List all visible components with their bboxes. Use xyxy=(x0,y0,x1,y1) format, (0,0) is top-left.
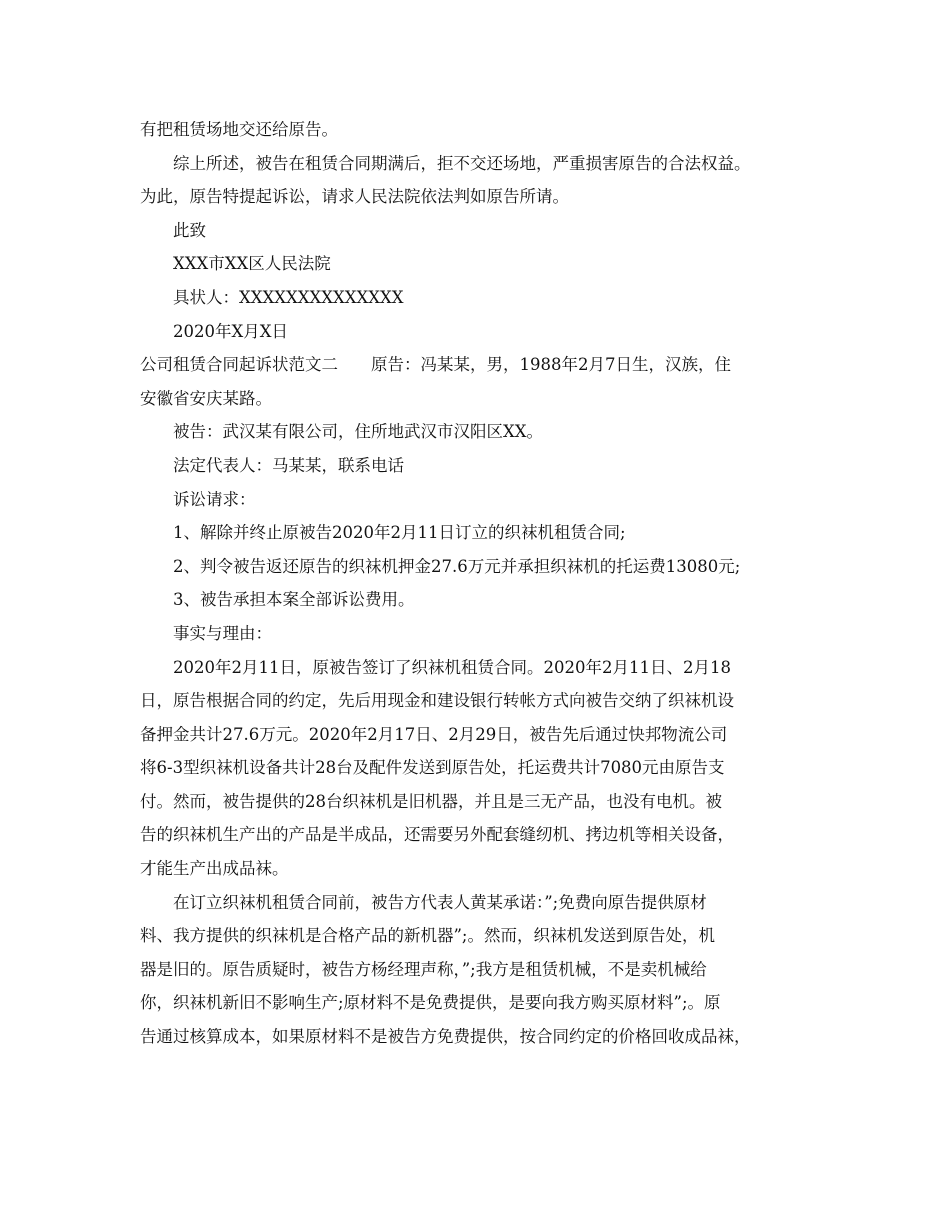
section-heading-line: 公司租赁合同起诉状范文二 原告：冯某某，男，1988年2月7日生，汉族，住 xyxy=(140,355,731,375)
claim-item: 3、被告承担本案全部诉讼费用。 xyxy=(173,590,415,610)
text-line: 安徽省安庆某路。 xyxy=(140,388,272,408)
text-line: 此致 xyxy=(173,220,206,240)
text-line: 综上所述，被告在租赁合同期满后，拒不交还场地，严重损害原告的合法权益。 xyxy=(173,153,751,173)
document-page xyxy=(140,113,816,1054)
claims-heading: 诉讼请求： xyxy=(173,489,256,509)
text-line: 告的织袜机生产出的产品是半成品，还需要另外配套缝纫机、拷边机等相关设备， xyxy=(140,825,734,845)
legal-representative-line: 法定代表人：马某某，联系电话 xyxy=(173,455,404,475)
text-line: 2020年2月11日，原被告签订了织袜机租赁合同。2020年2月11日、2月18 xyxy=(173,657,731,677)
text-line: 告通过核算成本，如果原材料不是被告方免费提供，按合同约定的价格回收成品袜， xyxy=(140,1027,751,1047)
text-line: 料、我方提供的织袜机是合格产品的新机器”;。然而，织袜机发送到原告处，机 xyxy=(140,926,715,946)
text-line: 为此，原告特提起诉讼，请求人民法院依法判如原告所请。 xyxy=(140,187,569,207)
text-line: 将6-3型织袜机设备共计28台及配件发送到原告处，托运费共计7080元由原告支 xyxy=(140,758,725,778)
text-line: 付。然而，被告提供的28台织袜机是旧机器，并且是三无产品，也没有电机。被 xyxy=(140,791,722,811)
court-name: XXX市XX区人民法院 xyxy=(173,254,331,274)
plaintiff-signature-line: 具状人：XXXXXXXXXXXXXX xyxy=(173,287,404,307)
facts-heading: 事实与理由： xyxy=(173,623,272,643)
text-line: 才能生产出成品袜。 xyxy=(140,859,289,879)
text-line: 有把租赁场地交还给原告。 xyxy=(140,120,338,139)
text-line: 在订立织袜机租赁合同前，被告方代表人黄某承诺：”;免费向原告提供原材 xyxy=(173,892,707,912)
text-line: 器是旧的。原告质疑时，被告方杨经理声称，”;我方是租赁机械，不是卖机械给 xyxy=(140,959,707,979)
date-line: 2020年X月X日 xyxy=(173,321,288,341)
text-line: 日，原告根据合同的约定，先后用现金和建设银行转帐方式向被告交纳了织袜机设 xyxy=(140,691,734,711)
claim-item: 1、解除并终止原被告2020年2月11日订立的织袜机租赁合同; xyxy=(173,523,626,543)
claim-item: 2、判令被告返还原告的织袜机押金27.6万元并承担织袜机的托运费13080元; xyxy=(173,556,741,576)
text-line: 备押金共计27.6万元。2020年2月17日、2月29日，被告先后通过快邦物流公司 xyxy=(140,724,728,744)
defendant-line: 被告：武汉某有限公司，住所地武汉市汉阳区XX。 xyxy=(173,422,543,442)
text-line: 你，织袜机新旧不影响生产;原材料不是免费提供，是要向我方购买原材料”;。原 xyxy=(140,993,721,1013)
